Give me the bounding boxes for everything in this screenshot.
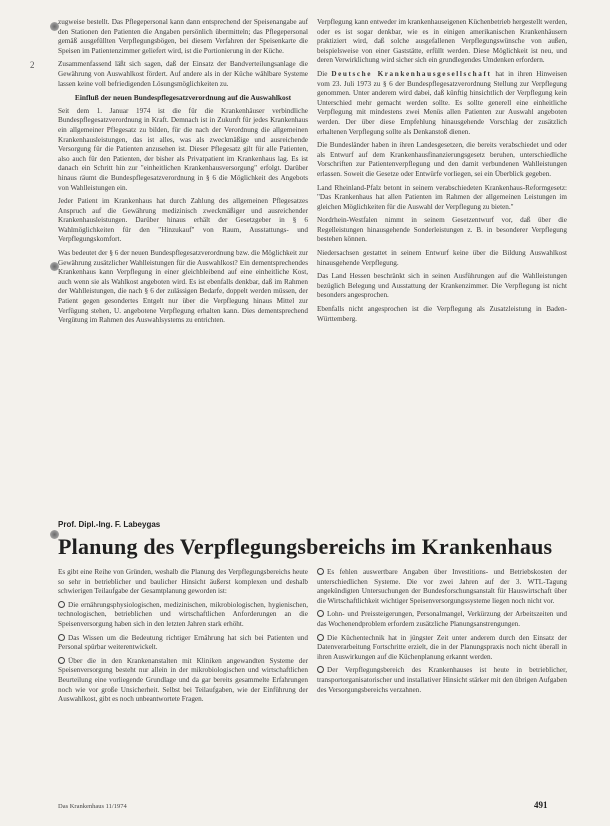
paragraph-dkg [317, 70, 567, 137]
bullet-circle-icon [317, 610, 324, 617]
list-item [317, 610, 567, 629]
list-item-text: Es fehlen auswertbare Angaben über Investitions- und Betriebskosten der unterschiedlichen Systeme. Die vor zwei Jahren auf der 3. WTL-Tagung angekündigten Untersuchungen der Bundesforschungsanstalt für Hauswirtschaft über die Wirtschaftlichkeit wichtiger Speisenversorgungssysteme liegen noch nicht vor. [317, 568, 567, 605]
article-author: Prof. Dipl.-Ing. F. Labeygas [58, 520, 161, 529]
paragraph: Niedersachsen gestattet in seinem Entwurf keine über die Bildung Auswahlkost hinausgehende Verpflegung. [317, 249, 567, 267]
paragraph: Land Rheinland-Pfalz betont in seinem verabschiedeten Krankenhaus-Reformgesetz: "Das Krankenhaus hat allen Patienten im Rahmen der allgemeinen Leistungen im gleichen Möglichkeiten für die Auswahl der Verpflegung zu bieten." [317, 183, 567, 211]
paragraph: Es gibt eine Reihe von Gründen, weshalb die Planung des Verpflegungsbereichs heute so sehr in betrieblicher und baulicher Hinsicht äußerst komplexen und deshalb schwierigen Teilaufgabe der Gesamtplanung geworden ist: [58, 568, 308, 596]
list-item [317, 634, 567, 663]
list-item [58, 657, 308, 705]
list-item [58, 634, 308, 653]
paragraph: Das Land Hessen beschränkt sich in seinen Ausführungen auf die Wahlleistungen bezüglich Belegung und Ausstattung der Krankenzimmer. Die Verpflegung ist nicht besonders angesprochen. [317, 272, 567, 300]
article-title: Planung des Verpflegungsbereichs im Krankenhaus [58, 534, 553, 559]
top-right-column [317, 18, 567, 328]
paragraph: Jeder Patient im Krankenhaus hat durch Zahlung des allgemeinen Pflegesatzes Anspruch auf die Gewährung medizinisch zweckmäßiger und ausreichender Krankenhausleistungen. Darüber hinaus erhält der Gesetzgeber in § 6 Wahlmöglichkeiten für den "Hinzukauf" von Raum, Ausstattungs- und Verpflegungskomfort. [58, 197, 308, 244]
paragraph: Zusammenfassend läßt sich sagen, daß der Einsatz der Bandverteilungsanlage die Gewährung von Auswahlkost fördert. Auf andere als in der Küche wählbare Systeme lassen keine voll befriedigenden Lösungsmöglichkeiten zu. [58, 60, 308, 88]
list-item-text: Über die in den Krankenanstalten mit Kliniken angewandten Systeme der Speisenversorgung besteht nur allein in der mikrobiologischen und wirtschaftlichen Beurteilung eine vorliegende Grundlage und da gar bereits gesammelte Erfahrungen noch wie vor große Unsicherheit. Selbst bei Teilaufgaben, wie der Einführung der Auswahlkost, gibt es noch unbeantwortete Fragen. [58, 656, 308, 704]
list-item [58, 601, 308, 630]
dkg-name: Deutsche Krankenhausgesellschaft [331, 69, 492, 78]
bottom-right-column [317, 568, 567, 699]
dkg-text: hat in ihren Hinweisen vom 23. Juli 1973 zu § 6 der Bundespflegesatzverordnung Stellung zur Verpflegung genommen. Unter anderem wird dabei, daß künftig hinsichtlich der Verpflegung kein Unterschied mehr gemacht werden sollte. Es sollte generell eine einheitliche Verpflegung mit mindestens zwei Menüs allen Patienten zur Auswahl angeboten werden. Der über diese Empfehlung hinausgehende Vorschlag der zusätzlich erhaltenen Verpflegung sollte als Denkanstoß dienen. [317, 69, 568, 136]
list-item-text: Der Verpflegungsbereich des Krankenhauses ist heute in betrieblicher, transportorganisatorischer und installativer Hinsicht stärker mit den übrigen Aufgaben des Versorgungsbereichs verzahnen. [317, 666, 567, 694]
list-item [317, 666, 567, 695]
bullet-circle-icon [317, 568, 324, 575]
bullet-circle-icon [58, 657, 65, 664]
section-heading: Einfluß der neuen Bundespflegesatzverordnung auf die Auswahlkost [74, 93, 292, 103]
page-number: 491 [534, 800, 548, 810]
dkg-prefix: Die [317, 69, 328, 78]
bullet-circle-icon [317, 634, 324, 641]
top-left-column [58, 18, 308, 330]
bullet-circle-icon [58, 634, 65, 641]
paragraph: Nordrhein-Westfalen nimmt in seinem Gesetzentwurf vor, daß über die Regelleistungen hinausgehende Sonderleistungen z. B. in besonderer Verpflegung bestehen können. [317, 216, 567, 244]
journal-footer: Das Krankenhaus 11/1974 [58, 803, 127, 810]
bullet-circle-icon [58, 601, 65, 608]
margin-annotation: 2 [30, 60, 35, 70]
bullet-circle-icon [317, 666, 324, 673]
paragraph: Verpflegung kann entweder im krankenhauseigenen Küchenbetrieb hergestellt werden, oder es ist sogar denkbar, wie es in einigen amerikanischen Krankenhäusern praktiziert wird, daß solche ausgefallenen Verpflegungswünsche von außen, beispielsweise von einer Gaststätte, erfüllt werden. Diese Möglichkeit ist neu, und deren Verwirklichung wird sicher sich ein grundlegendes Umdenken erfordern. [317, 18, 567, 65]
bottom-left-column [58, 568, 308, 709]
paragraph: zugweise bestellt. Das Pflegepersonal kann dann entsprechend der Speisenangabe auf den Stationen den Patienten die Angaben persönlich übermitteln; das Pflegepersonal gemäß ausgefüllten Verpflegungsbögen, bei diesem Verfahren der Speisenkarte die Speisen im Patientenzimmer geliefert wird, ist die Portionierung in der Küche. [58, 18, 308, 55]
list-item [317, 568, 567, 606]
paragraph: Seit dem 1. Januar 1974 ist die für die Krankenhäuser verbindliche Bundespflegesatzverordnung in Kraft. Demnach ist in Zukunft für jedes Krankenhaus ein allgemeiner Pflegesatz zu bilden, für die nach der Verordnung die allgemeinen Krankenhausleistungen, das ist alles, was als zweckmäßige und ausreichende Versorgung für die Patienten anzusehen ist. Dieser Pflegesatz gilt für alle Patienten, also auch für den Patienten, der bisher als Privatpatient im Krankenhaus lag. Es ist danach ein Schritt hin zur "einheitlichen Krankenhausversorgung" erfolgt. Darüber hinaus räumt die Bundespflegesatzverordnung in § 6 die Möglichkeit des Angebots von Wahlleistungen ein. [58, 106, 308, 192]
paragraph: Die Bundesländer haben in ihren Landesgesetzen, die bereits verabschiedet und oder als Entwurf auf dem Krankenhausfinanzierungsgesetz beruhen, unterschiedliche Vorschriften zur Patientenverpflegung und den damit verbundenen Wahlleistungen erlassen. Soweit die Gesetze oder Entwürfe vorliegen, sei ein Überblick gegeben. [317, 141, 567, 178]
paragraph: Ebenfalls nicht angesprochen ist die Verpflegung als Zusatzleistung in Baden-Württemberg. [317, 305, 567, 323]
list-item-text: Das Wissen um die Bedeutung richtiger Ernährung hat sich bei Patienten und Personal spürbar weiterentwickelt. [58, 633, 308, 652]
list-item-text: Die Küchentechnik hat in jüngster Zeit unter anderem durch den Einsatz der Datenverarbeitung Fortschritte erzielt, die in der Planungspraxis noch nicht überall in ihren Auswirkungen auf die Küchenplanung erkannt werden. [317, 633, 567, 661]
paragraph: Was bedeutet der § 6 der neuen Bundespflegesatzverordnung bzw. die Möglichkeit zur Gewährung zusätzlicher Wahlleistungen für die Auswahlkost? Ein dementsprechendes Krankenhaus kann Verpflegung in einer gleichbleibend auf eine einheitliche Kost, auch wenn sie als Wahlkost angeboten wird. Es ist ebenfalls denkbar, daß im Rahmen der Wahlleistungen, die nach § 6 der zulässigen Bedarfe, doppelt werden müssen, der Patient gegen gesondertes Entgelt nur über die Verpflegung hinaus Mittel zur Verfügung stehen, U. angebotene Verpflegung erhalten kann. Dies dementsprechend Vergütung im Rahmen des Auswahlsystems zu entrichten. [58, 249, 308, 325]
list-item-text: Die ernährungsphysiologischen, medizinischen, mikrobiologischen, hygienischen, technologischen, betrieblichen und wirtschaftlichen Anforderungen an die Speisenversorgung haben sich in den letzten Jahren stark erhöht. [58, 600, 308, 628]
list-item-text: Lohn- und Preissteigerungen, Personalmangel, Verkürzung der Arbeitszeiten und das Wochenendproblem erfordern zusätzliche Planungsanstrengungen. [317, 610, 567, 628]
